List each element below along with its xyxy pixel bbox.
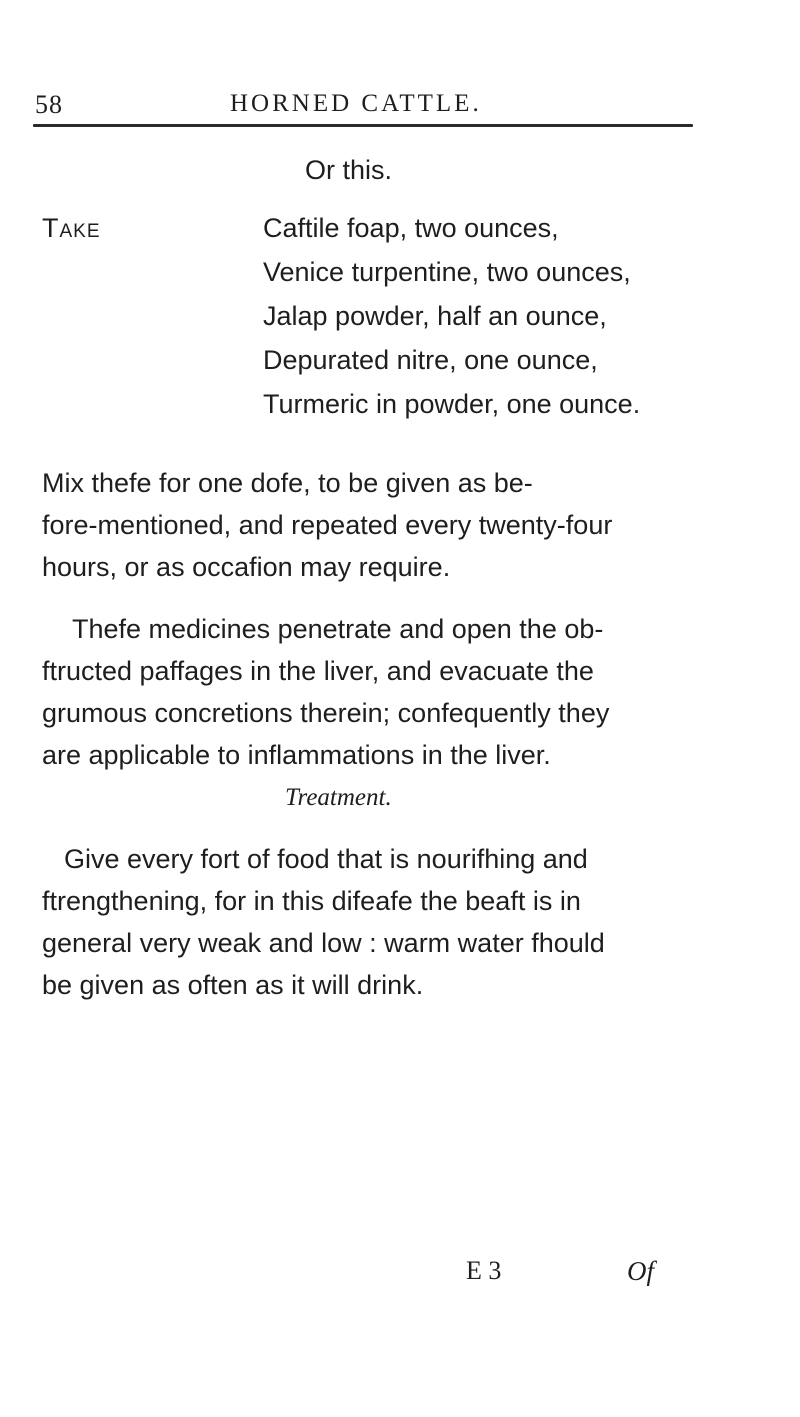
recipe-lead (42, 213, 101, 244)
paragraph-line: general very weak and low : warm water fhould (42, 928, 605, 958)
paragraph-line: grumous concretions therein; confequently they (42, 698, 610, 728)
ingredient-line: Depurated nitre, one ounce, (263, 345, 598, 375)
paragraph-line: ftructed paffages in the liver, and evacuate the (42, 656, 594, 686)
paragraph-line: ftrengthening, for in this difeafe the beaft is in (42, 886, 581, 916)
paragraph-line: hours, or as occafion may require. (42, 552, 451, 582)
paragraph-line: fore-mentioned, and repeated every twenty-four (42, 510, 613, 540)
recipe-lead-word: Take (42, 213, 101, 243)
paragraph-line: Thefe medicines penetrate and open the ob- (72, 614, 604, 644)
section-heading-treatment: Treatment. (285, 784, 392, 811)
page-header (35, 80, 725, 120)
running-head: HORNED CATTLE. (230, 90, 482, 117)
paragraph-line: Give every fort of food that is nourifhing and (64, 844, 588, 874)
ingredient-line: Caftile foap, two ounces, (263, 213, 559, 243)
paragraph-line: Mix thefe for one dofe, to be given as be- (42, 468, 533, 498)
intro-line: Or this. (305, 155, 393, 185)
ingredient-line: Jalap powder, half an ounce, (263, 301, 607, 331)
signature-mark: E 3 (466, 1256, 502, 1285)
catchword: Of (627, 1256, 654, 1286)
paragraph-line: be given as often as it will drink. (42, 970, 424, 1000)
header-rule (33, 124, 693, 127)
dosage-paragraph (42, 462, 692, 588)
treatment-paragraph (42, 838, 692, 1006)
ingredient-line: Venice turpentine, two ounces, (263, 257, 631, 287)
paragraph-line: are applicable to inflammations in the liver. (42, 740, 551, 770)
ingredient-line: Turmeric in powder, one ounce. (263, 389, 641, 419)
effects-paragraph (42, 608, 692, 776)
page-number: 58 (35, 90, 63, 119)
